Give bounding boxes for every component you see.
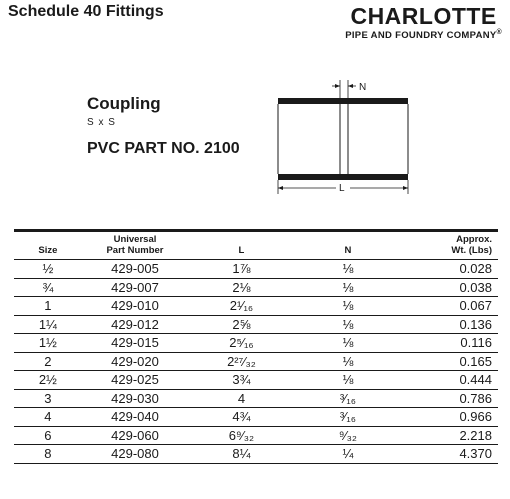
cell-l: 3¾ xyxy=(188,371,294,390)
cell-size: 8 xyxy=(14,445,82,464)
cell-n: ⅛ xyxy=(295,352,401,371)
brand-subtitle-text: PIPE AND FOUNDRY COMPANY xyxy=(345,30,497,42)
cell-n: ¼ xyxy=(295,445,401,464)
table-row xyxy=(14,389,498,408)
cell-part: 429-030 xyxy=(82,389,188,408)
table-row xyxy=(14,260,498,279)
dimensions-table xyxy=(14,229,498,464)
registered-mark: ® xyxy=(496,29,502,36)
cell-part: 429-025 xyxy=(82,371,188,390)
product-subtitle: S x S xyxy=(87,117,116,128)
n-label: N xyxy=(359,82,367,93)
cell-n: ⅛ xyxy=(295,315,401,334)
part-number: PVC PART NO. 2100 xyxy=(87,140,240,157)
cell-weight: 2.218 xyxy=(401,426,498,445)
cell-size: 2½ xyxy=(14,371,82,390)
brand-name: CHARLOTTE xyxy=(350,3,497,29)
table-row xyxy=(14,334,498,353)
cell-size: 1¼ xyxy=(14,315,82,334)
cell-size: 1 xyxy=(14,297,82,316)
col-header-l: L xyxy=(238,245,245,256)
brand-logo xyxy=(345,4,502,41)
table-row xyxy=(14,445,498,464)
cell-size: 2 xyxy=(14,352,82,371)
cell-weight: 0.116 xyxy=(401,334,498,353)
cell-n: ⅛ xyxy=(295,278,401,297)
cell-size: ¾ xyxy=(14,278,82,297)
cell-l: 2²⁷⁄₃₂ xyxy=(188,352,294,371)
cell-n: ⅛ xyxy=(295,334,401,353)
cell-part: 429-060 xyxy=(82,426,188,445)
cell-size: 1½ xyxy=(14,334,82,353)
n-arrowhead-left xyxy=(335,84,340,88)
table-row xyxy=(14,408,498,427)
brand-subtitle xyxy=(345,29,502,41)
table-row xyxy=(14,278,498,297)
table-row xyxy=(14,315,498,334)
col-header-part-text: Universal Part Number xyxy=(106,234,164,256)
table-row xyxy=(14,371,498,390)
cell-part: 429-010 xyxy=(82,297,188,316)
cell-weight: 0.067 xyxy=(401,297,498,316)
cell-l: 2⅝ xyxy=(188,315,294,334)
table-row xyxy=(14,426,498,445)
cell-n: ⅛ xyxy=(295,297,401,316)
product-info xyxy=(87,94,240,158)
page-title: Schedule 40 Fittings xyxy=(8,3,164,20)
cell-l: 2¹⁄₁₆ xyxy=(188,297,294,316)
cell-n: ⅛ xyxy=(295,371,401,390)
table-row xyxy=(14,352,498,371)
product-name: Coupling xyxy=(87,94,161,113)
cell-weight: 0.444 xyxy=(401,371,498,390)
cell-part: 429-040 xyxy=(82,408,188,427)
cell-n: ⅛ xyxy=(295,260,401,279)
cell-size: 3 xyxy=(14,389,82,408)
n-arrowhead-right xyxy=(348,84,353,88)
cell-l: 4 xyxy=(188,389,294,408)
cell-part: 429-015 xyxy=(82,334,188,353)
cell-l: 4¾ xyxy=(188,408,294,427)
col-header-weight xyxy=(401,232,498,260)
table-row xyxy=(14,297,498,316)
cell-part: 429-080 xyxy=(82,445,188,464)
cell-l: 2⁵⁄₁₆ xyxy=(188,334,294,353)
cell-part: 429-005 xyxy=(82,260,188,279)
coupling-diagram xyxy=(268,70,428,200)
col-header-n: N xyxy=(344,245,352,256)
cell-n: ³⁄₁₆ xyxy=(295,389,401,408)
cell-weight: 0.038 xyxy=(401,278,498,297)
cell-part: 429-020 xyxy=(82,352,188,371)
l-arrowhead-right xyxy=(403,186,408,190)
cell-size: 4 xyxy=(14,408,82,427)
cell-n: ³⁄₁₆ xyxy=(295,408,401,427)
l-arrowhead-left xyxy=(278,186,283,190)
cell-weight: 0.786 xyxy=(401,389,498,408)
cell-weight: 0.165 xyxy=(401,352,498,371)
cell-l: 6⁹⁄₃₂ xyxy=(188,426,294,445)
col-header-size: Size xyxy=(38,245,58,256)
cell-n: ⁹⁄₃₂ xyxy=(295,426,401,445)
cell-part: 429-007 xyxy=(82,278,188,297)
cell-weight: 0.136 xyxy=(401,315,498,334)
cell-weight: 0.028 xyxy=(401,260,498,279)
cell-size: ½ xyxy=(14,260,82,279)
cell-size: 6 xyxy=(14,426,82,445)
coupling-top-wall xyxy=(278,98,408,104)
cell-l: 8¼ xyxy=(188,445,294,464)
cell-l: 1⅞ xyxy=(188,260,294,279)
cell-part: 429-012 xyxy=(82,315,188,334)
cell-l: 2⅛ xyxy=(188,278,294,297)
l-label: L xyxy=(339,183,345,194)
coupling-bottom-wall xyxy=(278,174,408,180)
col-header-weight-text: Approx. Wt. (Lbs) xyxy=(451,234,492,256)
cell-weight: 4.370 xyxy=(401,445,498,464)
col-header-part xyxy=(82,232,188,260)
cell-weight: 0.966 xyxy=(401,408,498,427)
